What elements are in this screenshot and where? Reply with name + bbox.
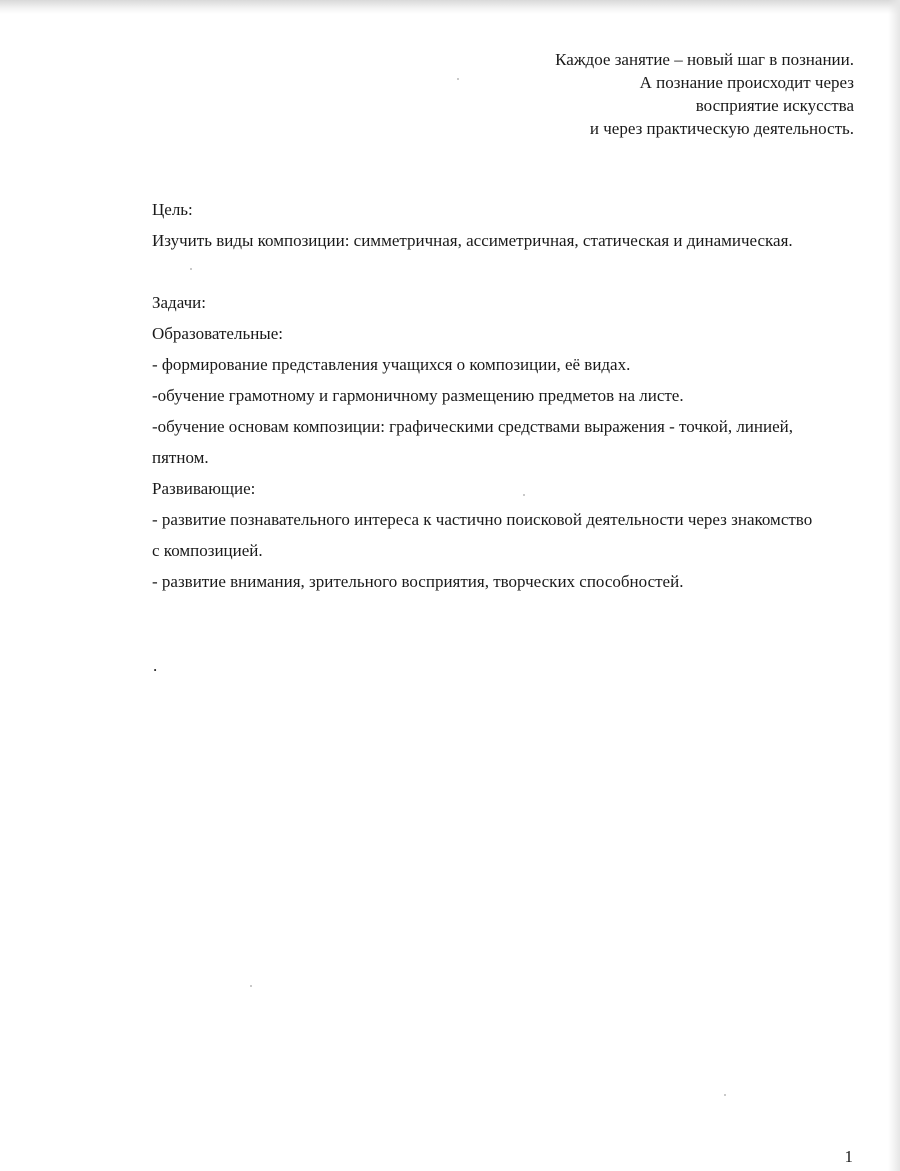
scan-speck	[724, 1094, 726, 1096]
page-number: 1	[844, 1147, 853, 1166]
developing-item: с композицией.	[152, 541, 263, 560]
scan-shadow-right	[888, 0, 900, 1171]
epigraph	[434, 48, 854, 140]
developing-item: - развитие внимания, зрительного восприятия, творческих способностей.	[152, 572, 684, 591]
scan-speck	[190, 268, 192, 270]
scan-shadow-top	[0, 0, 900, 14]
goal-heading: Цель:	[152, 200, 193, 219]
scan-speck	[457, 78, 459, 80]
spacer	[152, 256, 862, 287]
epigraph-line: и через практическую деятельность.	[589, 119, 854, 138]
tasks-heading: Задачи:	[152, 293, 206, 312]
educational-item: пятном.	[152, 448, 209, 467]
epigraph-line: восприятие искусства	[695, 96, 854, 115]
epigraph-line: А познание происходит через	[639, 73, 854, 92]
developing-heading: Развивающие:	[152, 479, 256, 498]
epigraph-line: Каждое занятие – новый шаг в познании.	[555, 50, 854, 69]
educational-item: -обучение основам композиции: графическими средствами выражения - точкой, линией,	[152, 417, 793, 436]
document-body	[152, 194, 862, 597]
educational-item: - формирование представления учащихся о композиции, её видах.	[152, 355, 631, 374]
goal-text: Изучить виды композиции: симметричная, ассиметричная, статическая и динамическая.	[152, 231, 793, 250]
stray-mark: .	[153, 656, 158, 675]
educational-item: -обучение грамотному и гармоничному размещению предметов на листе.	[152, 386, 684, 405]
scan-speck	[523, 494, 525, 496]
developing-item: - развитие познавательного интереса к частично поисковой деятельности через знакомство	[152, 510, 813, 529]
scan-speck	[250, 985, 252, 987]
educational-heading: Образовательные:	[152, 324, 283, 343]
